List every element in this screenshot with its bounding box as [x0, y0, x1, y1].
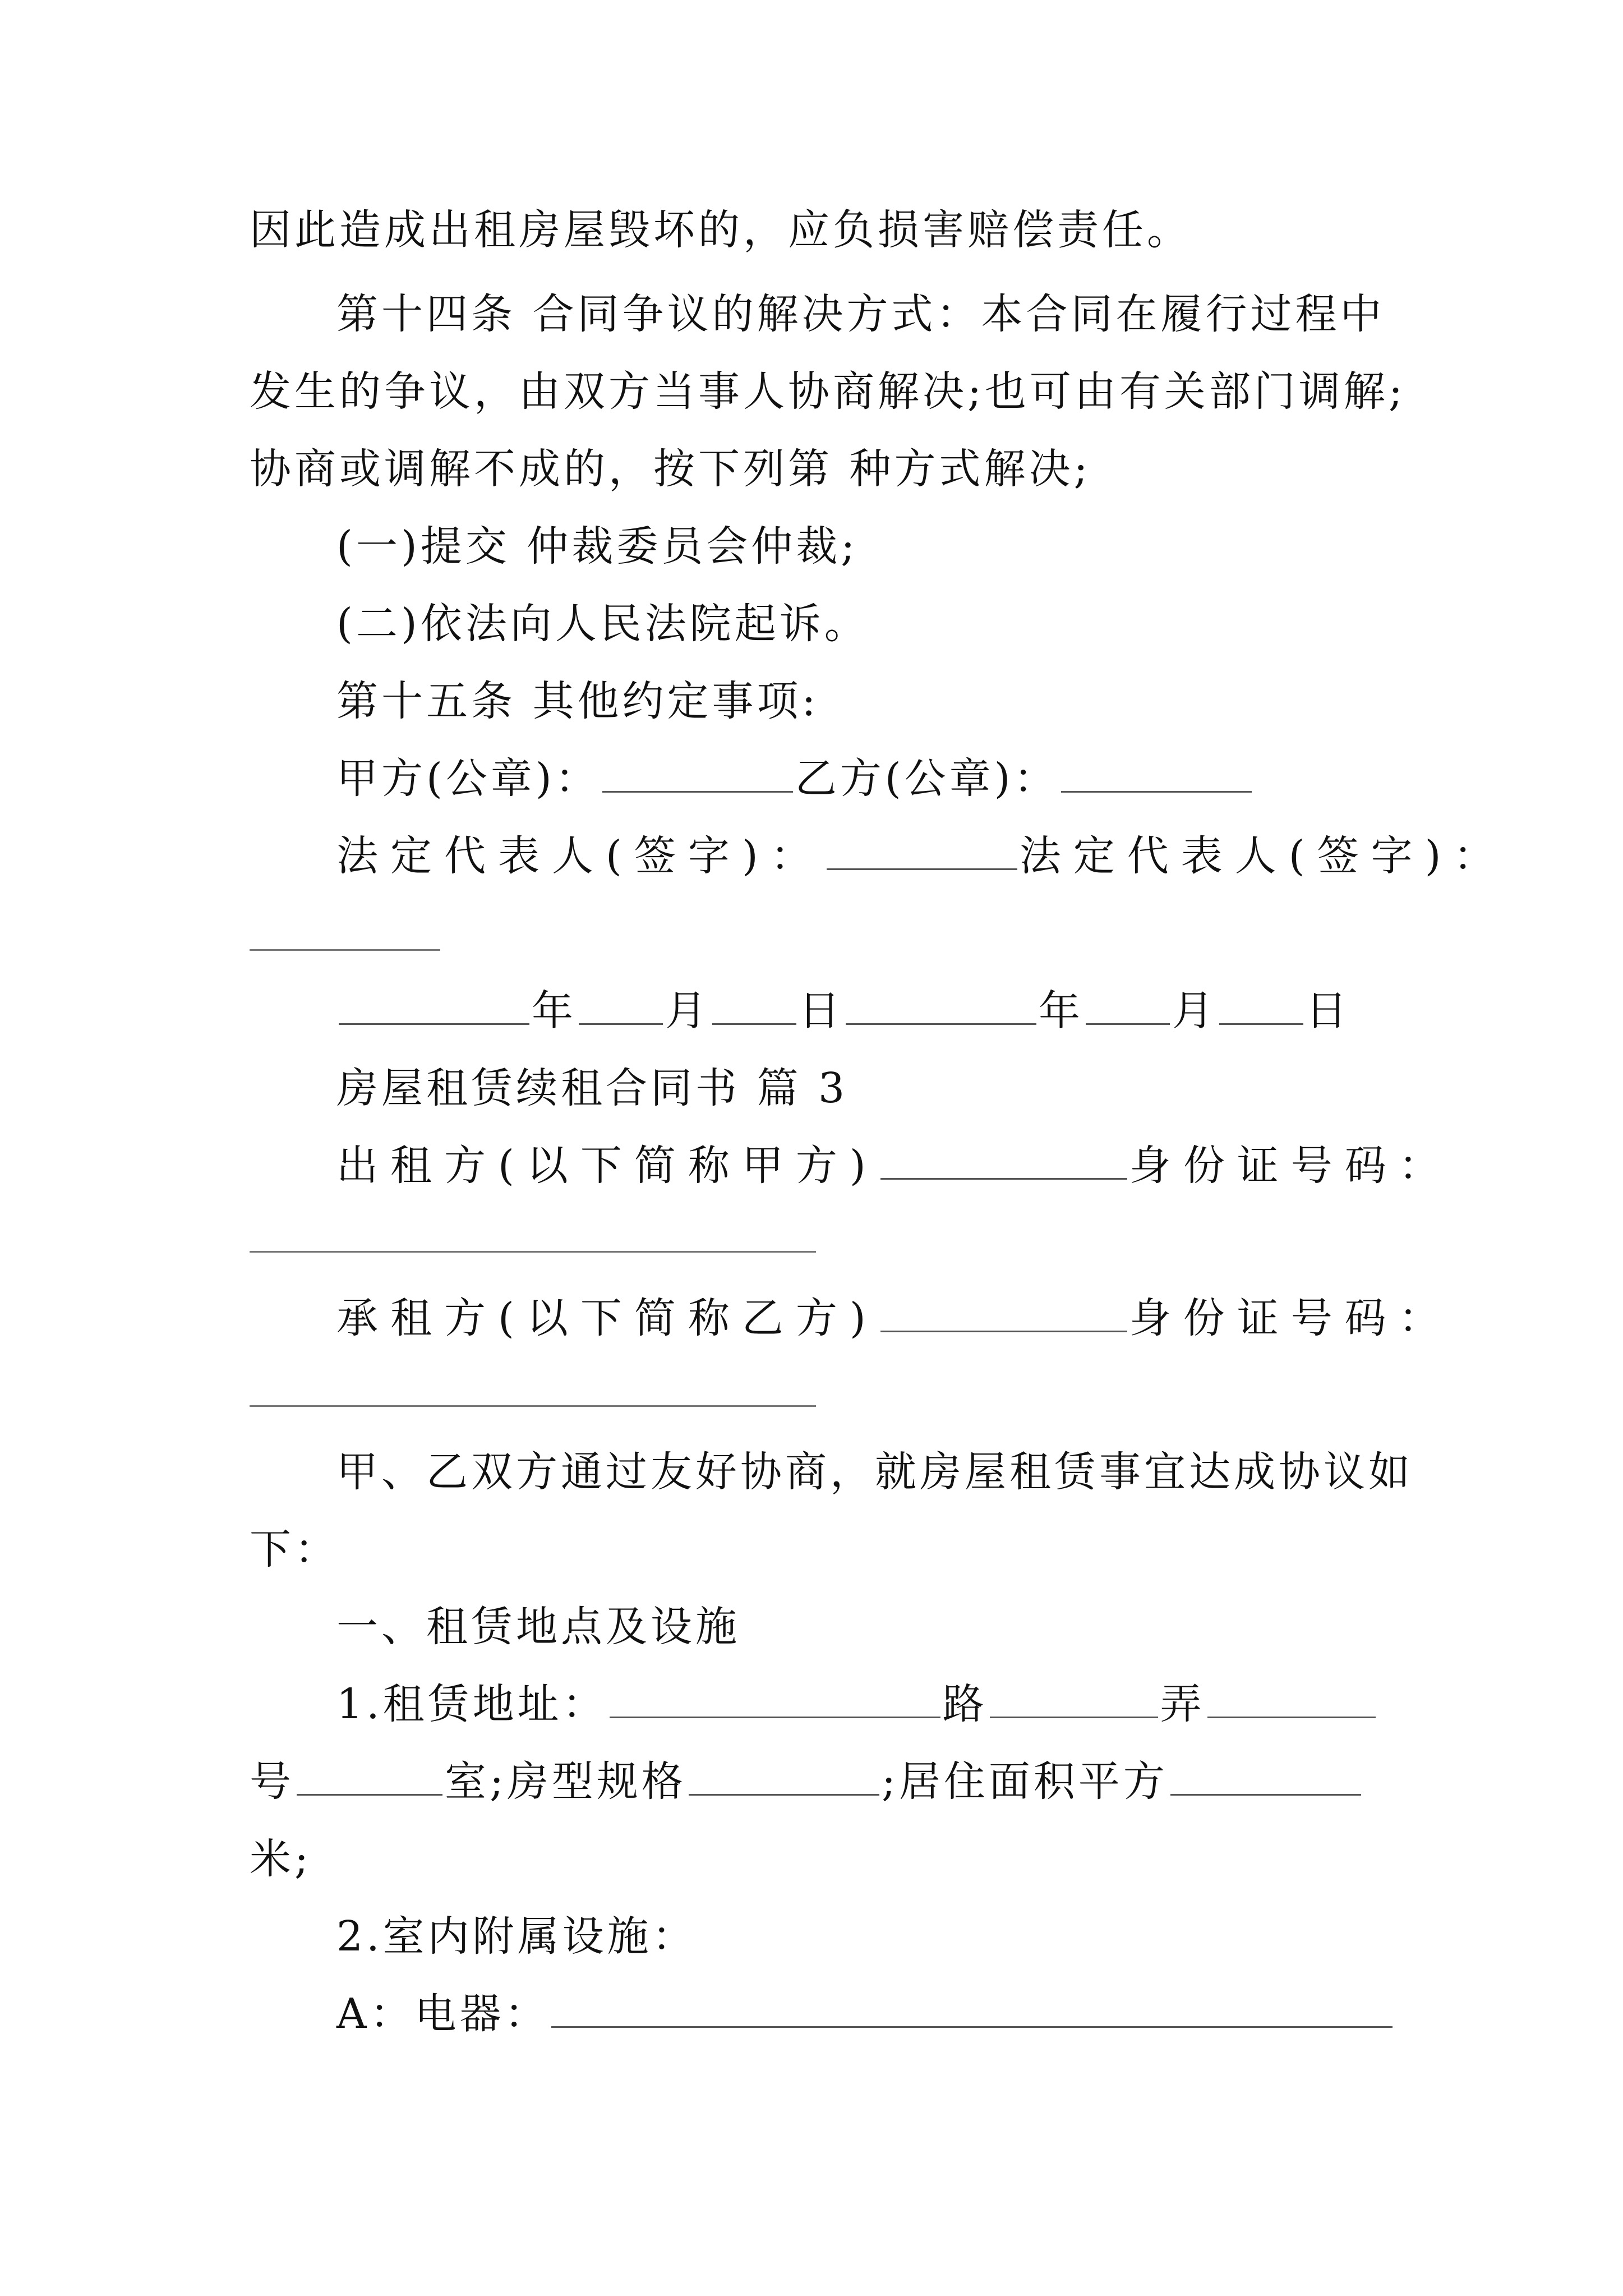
year-label: 年 [1039, 987, 1083, 1035]
room-label: 室;房型规格 [445, 1757, 686, 1806]
day-blank-b[interactable] [1219, 988, 1303, 1025]
meter-line: 米; [250, 1835, 312, 1883]
appliances-line [336, 1986, 1395, 2042]
facilities-heading: 2.室内附属设施： [336, 1912, 697, 1961]
agreement-line: 下： [250, 1525, 339, 1573]
lessee-name-blank[interactable] [880, 1296, 1127, 1332]
party-b-seal-label: 乙方(公章)： [795, 754, 1059, 803]
text-line: 因此造成出租房屋毁坏的，应负损害赔偿责任。 [250, 206, 1192, 254]
area-blank[interactable] [1170, 1759, 1361, 1796]
number-blank[interactable] [297, 1759, 442, 1796]
date-line [336, 983, 1350, 1039]
lessor-line [336, 1138, 1453, 1194]
appliances-blank[interactable] [551, 1991, 1393, 2028]
option-2: (二)依法向人民法院起诉。 [336, 600, 869, 648]
lessee-label: 承租方(以下简称乙方) [336, 1294, 878, 1342]
lessee-id-blank[interactable] [250, 1405, 816, 1407]
article-14: 第十四条 合同争议的解决方式：本合同在履行过程中 [336, 290, 1385, 338]
lessor-id-label: 身份证号码： [1129, 1142, 1453, 1190]
representative-line [336, 828, 1507, 884]
section-title: 房屋租赁续租合同书 篇 3 [336, 1064, 849, 1112]
party-b-seal-blank[interactable] [1061, 756, 1252, 793]
road-label: 路 [942, 1680, 988, 1728]
year-label: 年 [532, 987, 577, 1035]
address-label: 1.租赁地址： [336, 1680, 607, 1728]
address-line [336, 1676, 1378, 1732]
road-blank[interactable] [990, 1682, 1158, 1718]
day-label: 日 [1306, 987, 1350, 1035]
text-line: 协商或调解不成的，按下列第 种方式解决; [250, 445, 1091, 493]
lessor-name-blank[interactable] [880, 1143, 1127, 1180]
lessor-label: 出租方(以下简称甲方) [336, 1142, 878, 1190]
month-label: 月 [665, 987, 710, 1035]
room-type-blank[interactable] [689, 1759, 879, 1796]
lane-blank[interactable] [1207, 1682, 1376, 1718]
rep-b-blank[interactable] [250, 949, 440, 951]
address-line-2 [250, 1754, 1363, 1810]
text-line: 发生的争议，由双方当事人协商解决;也可由有关部门调解; [250, 367, 1406, 416]
lessee-line [336, 1290, 1453, 1346]
agreement-line: 甲、乙双方通过友好协商，就房屋租赁事宜达成协议如 [336, 1448, 1413, 1496]
party-a-seal-label: 甲方(公章)： [336, 754, 600, 803]
rep-a-blank[interactable] [827, 834, 1017, 870]
day-label: 日 [799, 987, 843, 1035]
lessee-id-label: 身份证号码： [1129, 1294, 1453, 1342]
year-blank-b[interactable] [846, 988, 1036, 1025]
seal-line [336, 751, 1254, 807]
rep-b-label: 法定代表人(签字)： [1019, 832, 1507, 880]
option-1: (一)提交 仲裁委员会仲裁; [336, 522, 859, 570]
rep-a-label: 法定代表人(签字)： [336, 832, 824, 880]
month-label: 月 [1172, 987, 1217, 1035]
lane-label: 弄 [1160, 1680, 1205, 1728]
article-15: 第十五条 其他约定事项: [336, 677, 819, 725]
party-a-seal-blank[interactable] [602, 756, 793, 793]
year-blank-a[interactable] [339, 988, 529, 1025]
lessor-id-blank[interactable] [250, 1251, 816, 1253]
area-label: ;居住面积平方 [881, 1757, 1168, 1806]
month-blank-b[interactable] [1086, 988, 1170, 1025]
appliances-label: A：电器： [336, 1990, 550, 2038]
address-blank[interactable] [610, 1682, 940, 1718]
day-blank-a[interactable] [712, 988, 796, 1025]
heading-1: 一、租赁地点及设施 [336, 1603, 740, 1651]
month-blank-a[interactable] [579, 988, 663, 1025]
number-label: 号 [250, 1757, 294, 1806]
